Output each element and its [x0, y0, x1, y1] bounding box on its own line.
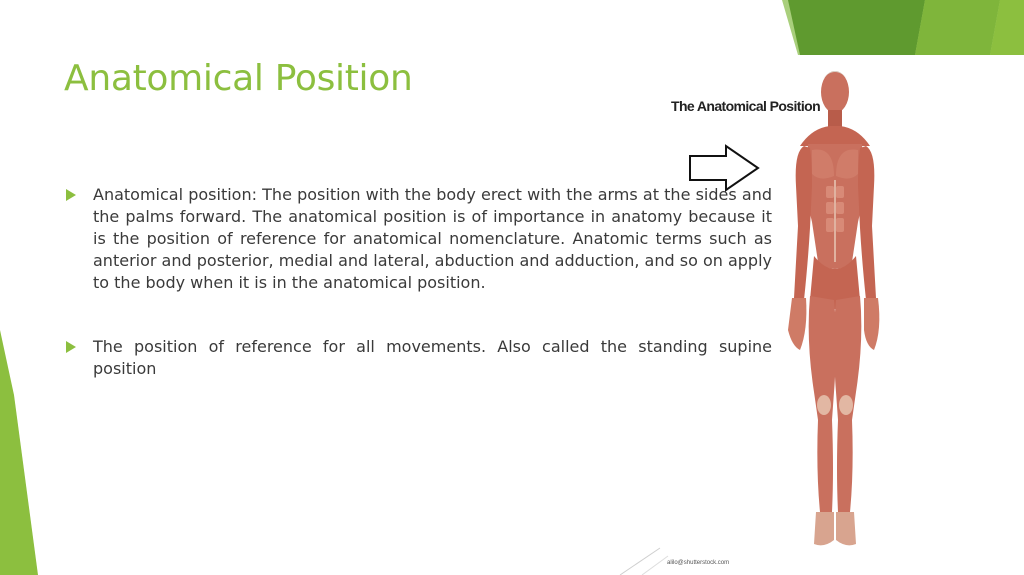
triangle-right-icon [66, 341, 76, 353]
bottom-line-1 [620, 548, 660, 575]
slide-title: Anatomical Position [64, 58, 413, 99]
top-band-dark [788, 0, 925, 55]
left-wedge [0, 330, 38, 575]
top-band-mid [915, 0, 1000, 55]
watermark: alilo@shutterstock.com [667, 560, 730, 566]
figure-caption: The Anatomical Position [671, 98, 821, 114]
anatomy-figure [660, 60, 910, 560]
outline-arrow-right-icon [690, 146, 758, 190]
triangle-right-icon [66, 189, 76, 201]
bullet-text: The position of reference for all movements. Also called the standing supine position [93, 337, 772, 378]
bullet-text: Anatomical position: The position with the body erect with the arms at the sides and the palms forward. The anatomical position is of importance in anatomy because it is the position of reference for anatomical nomenclature. Anatomic terms such as anterior and posterior, medial and lateral, abduction and adduction, and so on apply to the body when it is in the anatomical position. [93, 185, 772, 292]
